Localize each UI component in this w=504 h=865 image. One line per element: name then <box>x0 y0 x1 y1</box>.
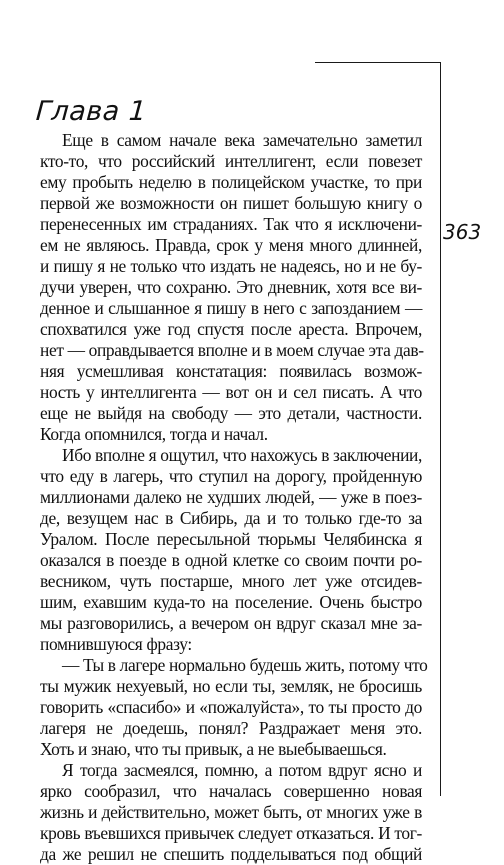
text-line: ность у интеллигента — вот он и сел писать. А что <box>40 382 422 402</box>
text-line: ярко сообразил, что началась совершенно новая <box>40 781 422 801</box>
text-line: кто-то, что российский интеллигент, если повезет <box>40 151 422 171</box>
text-line: что еду в лагерь, что ступил на дорогу, пройденную <box>40 466 422 486</box>
text-line: шим, ехавшим куда-то на поселение. Очень быстро <box>40 592 422 612</box>
text-line: Хоть и знаю, что ты привык, а не выебываешься. <box>40 739 387 759</box>
page-corner-side-rule <box>440 62 441 796</box>
text-line: Ибо вполне я ощутил, что нахожусь в заключении, <box>62 445 422 465</box>
text-line: де, везущем нас в Сибирь, да и то только где-то за <box>40 508 422 528</box>
text-line: ем не являюсь. Правда, срок у меня много длинней, <box>40 235 422 255</box>
text-line: весником, чуть постарше, много лет уже отсидев- <box>40 571 422 591</box>
text-line: оказался в поезде в одной клетке со своим почти ро- <box>40 550 422 570</box>
text-line: няя усмешливая констатация: появилась возмож- <box>40 361 422 381</box>
text-line: да же решил не спешить подделываться под общий <box>40 844 422 864</box>
text-line: еще не выйдя на свободу — это детали, частности. <box>40 403 422 423</box>
text-line: — Ты в лагере нормально будешь жить, потому что <box>62 655 428 675</box>
text-line: Еще в самом начале века замечательно заметил <box>62 130 422 150</box>
text-line: кровь въевшихся привычек следует отказаться. И тог- <box>40 823 422 843</box>
text-line: Я тогда засмеялся, помню, а потом вдруг ясно и <box>62 760 422 780</box>
text-line: жизнь и действительно, может быть, от многих уже в <box>40 802 422 822</box>
page-corner-top-rule <box>315 62 441 63</box>
text-line: дучи уверен, что сохраню. Это дневник, хотя все ви- <box>40 277 422 297</box>
body-text <box>40 130 428 865</box>
chapter-heading: Глава 1 <box>34 96 148 127</box>
text-line: помнившуюся фразу: <box>40 634 192 654</box>
text-line: и пишу я не только что издать не надеясь, но и не бу- <box>40 256 422 276</box>
text-line: Уралом. После пересыльной тюрьмы Челябинска я <box>40 529 422 549</box>
text-line: нет — оправдывается вполне и в моем случае эта дав- <box>40 340 424 360</box>
page-number: 363 <box>443 220 482 244</box>
text-line: первой же возможности он пишет большую книгу о <box>40 193 422 213</box>
text-line: денное и слышанное я пишу в него с запозданием — <box>40 298 422 318</box>
text-line: миллионами далеко не худших людей, — уже в поез- <box>40 487 422 507</box>
text-line: говорить «спасибо» и «пожалуйста», то ты просто до <box>40 697 422 717</box>
text-line: мы разговорились, а вечером он вдруг сказал мне за- <box>40 613 422 633</box>
text-line: спохватился уже год спустя после ареста. Впрочем, <box>40 319 422 339</box>
text-line: лагеря не доедешь, понял? Раздражает меня это. <box>40 718 422 738</box>
text-line: перенесенных им страданиях. Так что я исключени- <box>40 214 422 234</box>
text-line: Когда опомнился, тогда и начал. <box>40 424 268 444</box>
text-line: ты мужик нехуевый, но если ты, земляк, не бросишь <box>40 676 422 696</box>
text-line: ему пробыть неделю в полицейском участке, то при <box>40 172 422 192</box>
